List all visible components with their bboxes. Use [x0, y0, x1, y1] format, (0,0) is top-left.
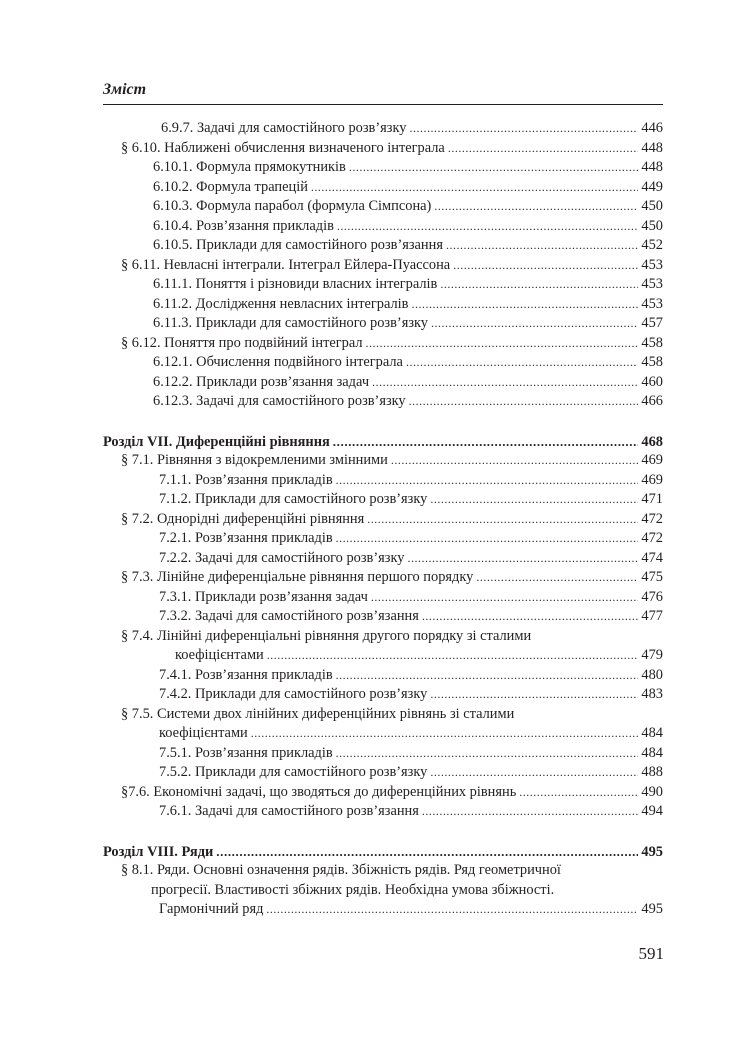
- toc-entry[interactable]: [103, 353, 663, 373]
- dot-leader: [476, 568, 638, 588]
- toc-entry-title: 6.9.7. Задачі для самостійного розв’язку: [161, 120, 407, 136]
- toc-entry-title: коефіцієнтами: [175, 647, 264, 663]
- toc-entry-title: 6.12.3. Задачі для самостійного розв’язку: [153, 393, 406, 409]
- dot-leader: [406, 353, 638, 373]
- toc-entry-title: 7.4.2. Приклади для самостійного розв’язку: [159, 686, 428, 702]
- toc-entry[interactable]: [103, 607, 663, 627]
- page-number: 591: [638, 944, 664, 963]
- toc-entry[interactable]: [103, 685, 663, 705]
- toc-chapter-7[interactable]: [103, 432, 663, 452]
- toc-entry-7-5[interactable]: [103, 724, 663, 744]
- toc-entry-page: 457: [641, 315, 663, 331]
- dot-leader: [311, 178, 639, 198]
- toc-entry-title: §7.6. Економічні задачі, що зводяться до диференційних рівнянь: [121, 783, 517, 800]
- toc-entry-7-5-line1[interactable]: § 7.5. Системи двох лінійних диференційних рівнянь зі сталими: [121, 705, 515, 722]
- dot-leader: [336, 666, 639, 686]
- toc-entry-page: 494: [641, 803, 663, 819]
- dot-leader: [349, 158, 639, 178]
- dot-leader: [336, 471, 639, 491]
- toc-entry-page: 460: [641, 373, 663, 390]
- toc-entry[interactable]: [103, 295, 663, 315]
- dot-leader: [367, 510, 638, 530]
- toc-entry[interactable]: [103, 510, 663, 530]
- dot-leader: [409, 392, 639, 412]
- toc-entry[interactable]: [103, 256, 663, 276]
- toc-entry-title: § 7.1. Рівняння з відокремленими змінними: [121, 452, 388, 468]
- toc-entry-page: 484: [641, 725, 663, 741]
- dot-leader: [448, 139, 639, 159]
- toc-entry-title: 7.3.2. Задачі для самостійного розв’язання: [159, 608, 419, 624]
- dot-leader: [430, 763, 638, 783]
- toc-entry[interactable]: [103, 373, 663, 393]
- toc-entry-title: 6.12.2. Приклади розв’язання задач: [153, 373, 370, 390]
- toc-entry[interactable]: [103, 588, 663, 608]
- toc-entry-page: 452: [641, 237, 663, 253]
- toc-entry-page: 472: [641, 510, 663, 527]
- toc-entry-title: 7.5.1. Розв’язання прикладів: [159, 744, 333, 761]
- dot-leader: [337, 217, 639, 237]
- toc-entry-title: 6.10.1. Формула прямокутників: [153, 159, 346, 175]
- dot-leader: [430, 685, 638, 705]
- toc-entry-page: 458: [641, 334, 663, 351]
- toc-entry[interactable]: [103, 763, 663, 783]
- toc-entry-8-1-line1[interactable]: § 8.1. Ряди. Основні означення рядів. Збіжність рядів. Ряд геометричної: [121, 862, 561, 878]
- dot-leader: [446, 236, 638, 256]
- dot-leader: [391, 451, 639, 471]
- toc-entry-title: 7.3.1. Приклади розв’язання задач: [159, 588, 368, 605]
- toc-entry-page: 469: [641, 452, 663, 468]
- toc-entry-page: 495: [641, 901, 663, 917]
- toc-entry-page: 448: [641, 159, 663, 175]
- toc-entry-page: 450: [641, 217, 663, 234]
- toc-entry-page: 450: [641, 198, 663, 214]
- toc-entry-title: коефіцієнтами: [159, 725, 248, 741]
- toc-entry-title: 7.6.1. Задачі для самостійного розв’язання: [159, 803, 419, 819]
- toc-entry-page: 480: [641, 666, 663, 683]
- toc-entry-title: Розділ VII. Диференційні рівняння: [103, 433, 330, 450]
- dot-leader: [434, 197, 638, 217]
- spacer: [103, 822, 663, 842]
- toc-entry-page: 458: [641, 354, 663, 370]
- dot-leader: [372, 373, 638, 393]
- toc-entry[interactable]: [103, 392, 663, 412]
- toc-entry-page: 453: [641, 295, 663, 312]
- dot-leader: [422, 607, 639, 627]
- toc-chapter-8[interactable]: [103, 842, 663, 862]
- running-header: Зміст: [103, 81, 147, 98]
- toc-entry-title: 7.2.1. Розв’язання прикладів: [159, 530, 333, 546]
- toc-entry-8-1-line2[interactable]: прогресії. Властивості збіжних рядів. Необхідна умова збіжності.: [151, 881, 555, 898]
- toc-entry-page: 453: [641, 276, 663, 292]
- toc-entry-title: § 6.10. Наближені обчислення визначеного інтеграла: [121, 139, 445, 156]
- dot-leader: [336, 529, 639, 549]
- toc-entry[interactable]: [103, 549, 663, 569]
- toc-entry-title: § 7.2. Однорідні диференційні рівняння: [121, 510, 365, 527]
- toc-entry-title: 6.10.3. Формула парабол (формула Сімпсона): [153, 198, 432, 214]
- toc-entry-title: 6.10.4. Розв’язання прикладів: [153, 217, 334, 234]
- toc-entry[interactable]: [103, 783, 663, 803]
- toc-entry-title: 6.11.2. Дослідження невласних інтегралів: [153, 295, 409, 312]
- toc-entry-page: 483: [641, 686, 663, 702]
- dot-leader: [453, 256, 638, 276]
- dot-leader: [431, 314, 638, 334]
- dot-leader: [407, 549, 638, 569]
- toc-entry-title: 7.2.2. Задачі для самостійного розв’язку: [159, 549, 405, 566]
- toc-entry-page: 469: [641, 471, 663, 488]
- toc-entry-title: 7.1.2. Приклади для самостійного розв’язку: [159, 491, 428, 507]
- toc-entry-page: 466: [641, 393, 663, 409]
- toc-entry-title: 6.11.1. Поняття і різновиди власних інтегралів: [153, 276, 438, 292]
- toc-entry-page: 449: [641, 178, 663, 195]
- toc-entry-title: § 6.11. Невласні інтеграли. Інтеграл Ейлера-Пуассона: [121, 256, 451, 273]
- toc-entry-title: 7.1.1. Розв’язання прикладів: [159, 471, 333, 488]
- toc-entry[interactable]: [103, 158, 663, 178]
- toc-entry-page: 490: [641, 783, 663, 800]
- dot-leader: [251, 724, 639, 744]
- toc-entry[interactable]: [103, 451, 663, 471]
- toc-entry[interactable]: [103, 119, 663, 139]
- dot-leader: [430, 490, 638, 510]
- toc-block-chapter-7-a: [103, 451, 663, 627]
- dot-leader: [440, 275, 638, 295]
- toc-entry[interactable]: [103, 139, 663, 159]
- toc-entry-title: 6.11.3. Приклади для самостійного розв’язку: [153, 315, 428, 331]
- dot-leader: [266, 900, 638, 920]
- toc-block-chapter-6: [103, 119, 663, 412]
- toc-entry-page: 472: [641, 530, 663, 546]
- toc-entry-title: 6.10.5. Приклади для самостійного розв’язання: [153, 237, 443, 253]
- toc-entry-page: 484: [641, 744, 663, 761]
- toc-entry-page: 476: [641, 588, 663, 605]
- toc-block-chapter-7-b: [103, 666, 663, 705]
- spacer: [103, 412, 663, 432]
- dot-leader: [216, 842, 638, 862]
- header-rule: [103, 104, 663, 105]
- toc-entry-title: Розділ VIII. Ряди: [103, 843, 214, 860]
- toc-entry-page: 468: [641, 433, 663, 450]
- toc-entry-page: 477: [641, 608, 663, 624]
- toc-entry-title: § 7.3. Лінійне диференціальне рівняння першого порядку: [121, 569, 474, 585]
- toc-entry-title: § 6.12. Поняття про подвійний інтеграл: [121, 334, 363, 351]
- dot-leader: [336, 744, 639, 764]
- dot-leader: [267, 646, 639, 666]
- table-of-contents: [103, 119, 663, 920]
- toc-entry-page: 474: [641, 549, 663, 566]
- toc-entry-7-4-line1[interactable]: § 7.4. Лінійні диференціальні рівняння другого порядку зі сталими: [121, 627, 532, 644]
- toc-entry-page: 495: [641, 843, 663, 860]
- toc-entry-title: 7.5.2. Приклади для самостійного розв’язку: [159, 764, 428, 780]
- toc-block-chapter-7-c: [103, 744, 663, 822]
- dot-leader: [371, 588, 639, 608]
- dot-leader: [519, 783, 638, 803]
- toc-entry[interactable]: [103, 334, 663, 354]
- dot-leader: [409, 119, 638, 139]
- toc-entry[interactable]: [103, 666, 663, 686]
- toc-entry-page: 475: [641, 569, 663, 585]
- dot-leader: [333, 432, 639, 452]
- toc-entry-page: 448: [641, 139, 663, 156]
- toc-entry[interactable]: [103, 314, 663, 334]
- toc-entry[interactable]: [103, 236, 663, 256]
- toc-entry[interactable]: [103, 744, 663, 764]
- toc-entry-title: 6.12.1. Обчислення подвійного інтеграла: [153, 354, 403, 370]
- toc-entry-7-4[interactable]: [103, 646, 663, 666]
- dot-leader: [422, 802, 639, 822]
- toc-entry[interactable]: [103, 197, 663, 217]
- toc-entry-title: Гармонічний ряд: [159, 901, 264, 917]
- toc-entry[interactable]: [103, 217, 663, 237]
- toc-entry[interactable]: [103, 802, 663, 822]
- toc-entry[interactable]: [103, 275, 663, 295]
- toc-entry-page: 479: [641, 647, 663, 663]
- toc-entry-page: 453: [641, 256, 663, 273]
- toc-entry-8-1[interactable]: [103, 900, 663, 920]
- toc-entry[interactable]: [103, 568, 663, 588]
- toc-entry[interactable]: [103, 471, 663, 491]
- toc-entry[interactable]: [103, 490, 663, 510]
- toc-entry-page: 471: [641, 491, 663, 507]
- toc-entry-title: 7.4.1. Розв’язання прикладів: [159, 666, 333, 683]
- toc-entry[interactable]: [103, 178, 663, 198]
- dot-leader: [411, 295, 638, 315]
- dot-leader: [366, 334, 639, 354]
- toc-entry-page: 488: [641, 764, 663, 780]
- toc-entry[interactable]: [103, 529, 663, 549]
- toc-entry-page: 446: [641, 120, 663, 136]
- toc-entry-title: 6.10.2. Формула трапецій: [153, 178, 308, 195]
